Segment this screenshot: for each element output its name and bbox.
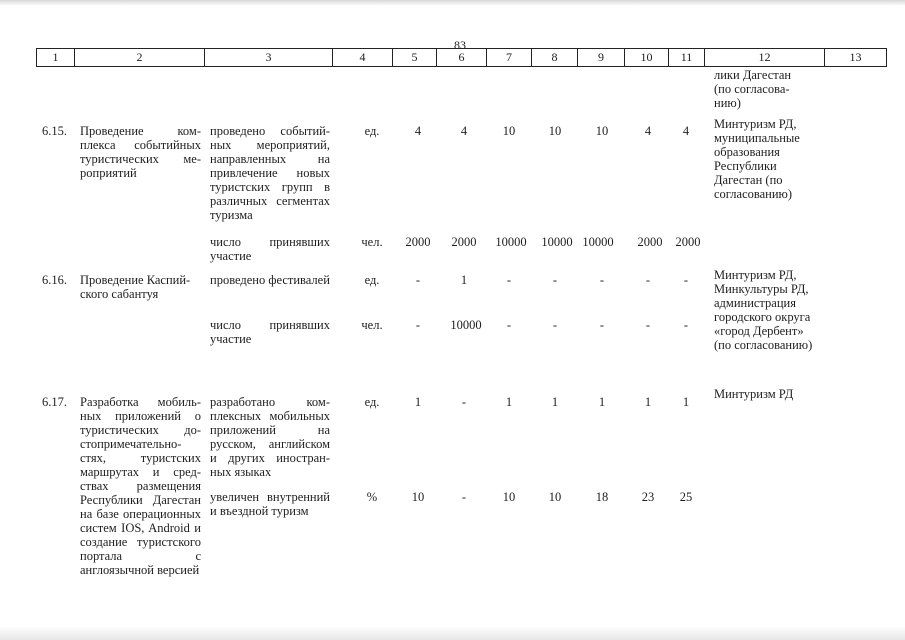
- event-name: Проведение комплекса событийных туристических мероприятий: [80, 124, 201, 180]
- value-cell: -: [461, 395, 467, 409]
- indicator-name: число принявших участие: [210, 235, 330, 263]
- responsible: Минтуризм РД, Минкультуры РД, администрация городского округа «город Дербент» (по согласованию): [714, 268, 813, 352]
- value-cell: 4: [414, 124, 422, 138]
- value-cell: -: [599, 273, 605, 287]
- page-number: 83: [454, 38, 466, 52]
- responsible: Минтуризм РД, муниципальные образования Республики Дагестан (по согласованию): [714, 117, 800, 201]
- value-cell: 4: [644, 124, 652, 138]
- value-cell: -: [599, 318, 605, 332]
- value-cell: -: [645, 273, 651, 287]
- scan-edge-shadow: [0, 0, 905, 6]
- responsible: Минтуризм РД: [714, 387, 794, 401]
- value-cell: -: [415, 318, 421, 332]
- value-cell: 1: [460, 273, 468, 287]
- value-cell: 1: [682, 395, 690, 409]
- value-cell: 4: [460, 124, 468, 138]
- column-number-header: [36, 48, 887, 67]
- column-number: 13: [825, 49, 887, 67]
- value-cell: -: [645, 318, 651, 332]
- row-number: 6.16.: [42, 273, 67, 287]
- column-number: 1: [37, 49, 75, 67]
- column-number: 2: [75, 49, 205, 67]
- carryover-responsible: лики Дагестан (по согласованию): [714, 68, 792, 110]
- value-cell: 10000: [541, 235, 573, 249]
- row-number: 6.17.: [42, 395, 67, 409]
- value-cell: 10: [595, 124, 609, 138]
- value-cell: 10000: [495, 235, 527, 249]
- indicator-name: разработано комплексных мобильных приложений на русском, английском и других иностранных языках: [210, 395, 330, 479]
- value-cell: -: [461, 490, 467, 504]
- column-number: 9: [578, 49, 625, 67]
- value-cell: 10: [411, 490, 425, 504]
- value-cell: -: [506, 273, 512, 287]
- value-cell: 1: [551, 395, 559, 409]
- value-cell: 25: [679, 490, 693, 504]
- value-cell: 2000: [405, 235, 431, 249]
- value-cell: 1: [598, 395, 606, 409]
- value-cell: -: [506, 318, 512, 332]
- value-cell: -: [683, 273, 689, 287]
- column-number: 6: [437, 49, 487, 67]
- column-number: 8: [532, 49, 578, 67]
- value-cell: 2000: [675, 235, 701, 249]
- scan-bottom-shadow: [0, 626, 905, 640]
- event-name: Разработка мобильных приложений о туристических достопримечательностях, туристских маршрутах и средствах размещения Республики Дагестан на базе операционных систем IOS, Android и создание туристского портала с англоязычной версией: [80, 395, 201, 577]
- column-number: 10: [625, 49, 669, 67]
- value-cell: 10000: [450, 318, 482, 332]
- unit: чел.: [361, 235, 383, 249]
- value-cell: -: [415, 273, 421, 287]
- value-cell: 10: [502, 124, 516, 138]
- indicator-name: число принявших участие: [210, 318, 330, 346]
- column-number: 7: [487, 49, 532, 67]
- column-number: 12: [705, 49, 825, 67]
- column-number: 3: [205, 49, 333, 67]
- value-cell: 10: [548, 490, 562, 504]
- unit: %: [366, 490, 378, 504]
- unit: ед.: [364, 395, 380, 409]
- unit: чел.: [361, 318, 383, 332]
- value-cell: 4: [682, 124, 690, 138]
- value-cell: 2000: [637, 235, 663, 249]
- event-name: Проведение Каспийского сабантуя: [80, 273, 191, 301]
- value-cell: 10: [548, 124, 562, 138]
- indicator-name: проведено фестивалей: [210, 273, 330, 287]
- value-cell: -: [683, 318, 689, 332]
- value-cell: 18: [595, 490, 609, 504]
- value-cell: 2000: [451, 235, 477, 249]
- value-cell: 1: [414, 395, 422, 409]
- indicator-name: увеличен внутренний и въездной туризм: [210, 490, 330, 518]
- unit: ед.: [364, 273, 380, 287]
- row-number: 6.15.: [42, 124, 67, 138]
- value-cell: 10: [502, 490, 516, 504]
- value-cell: -: [552, 273, 558, 287]
- column-number: 5: [393, 49, 437, 67]
- value-cell: 10000: [582, 235, 614, 249]
- column-number: 4: [333, 49, 393, 67]
- column-number: 11: [669, 49, 705, 67]
- value-cell: 1: [644, 395, 652, 409]
- indicator-name: проведено событийных мероприятий, направленных на привлечение новых туристских групп в различных сегментах туризма: [210, 124, 330, 222]
- value-cell: 1: [505, 395, 513, 409]
- value-cell: 23: [641, 490, 655, 504]
- value-cell: -: [552, 318, 558, 332]
- unit: ед.: [364, 124, 380, 138]
